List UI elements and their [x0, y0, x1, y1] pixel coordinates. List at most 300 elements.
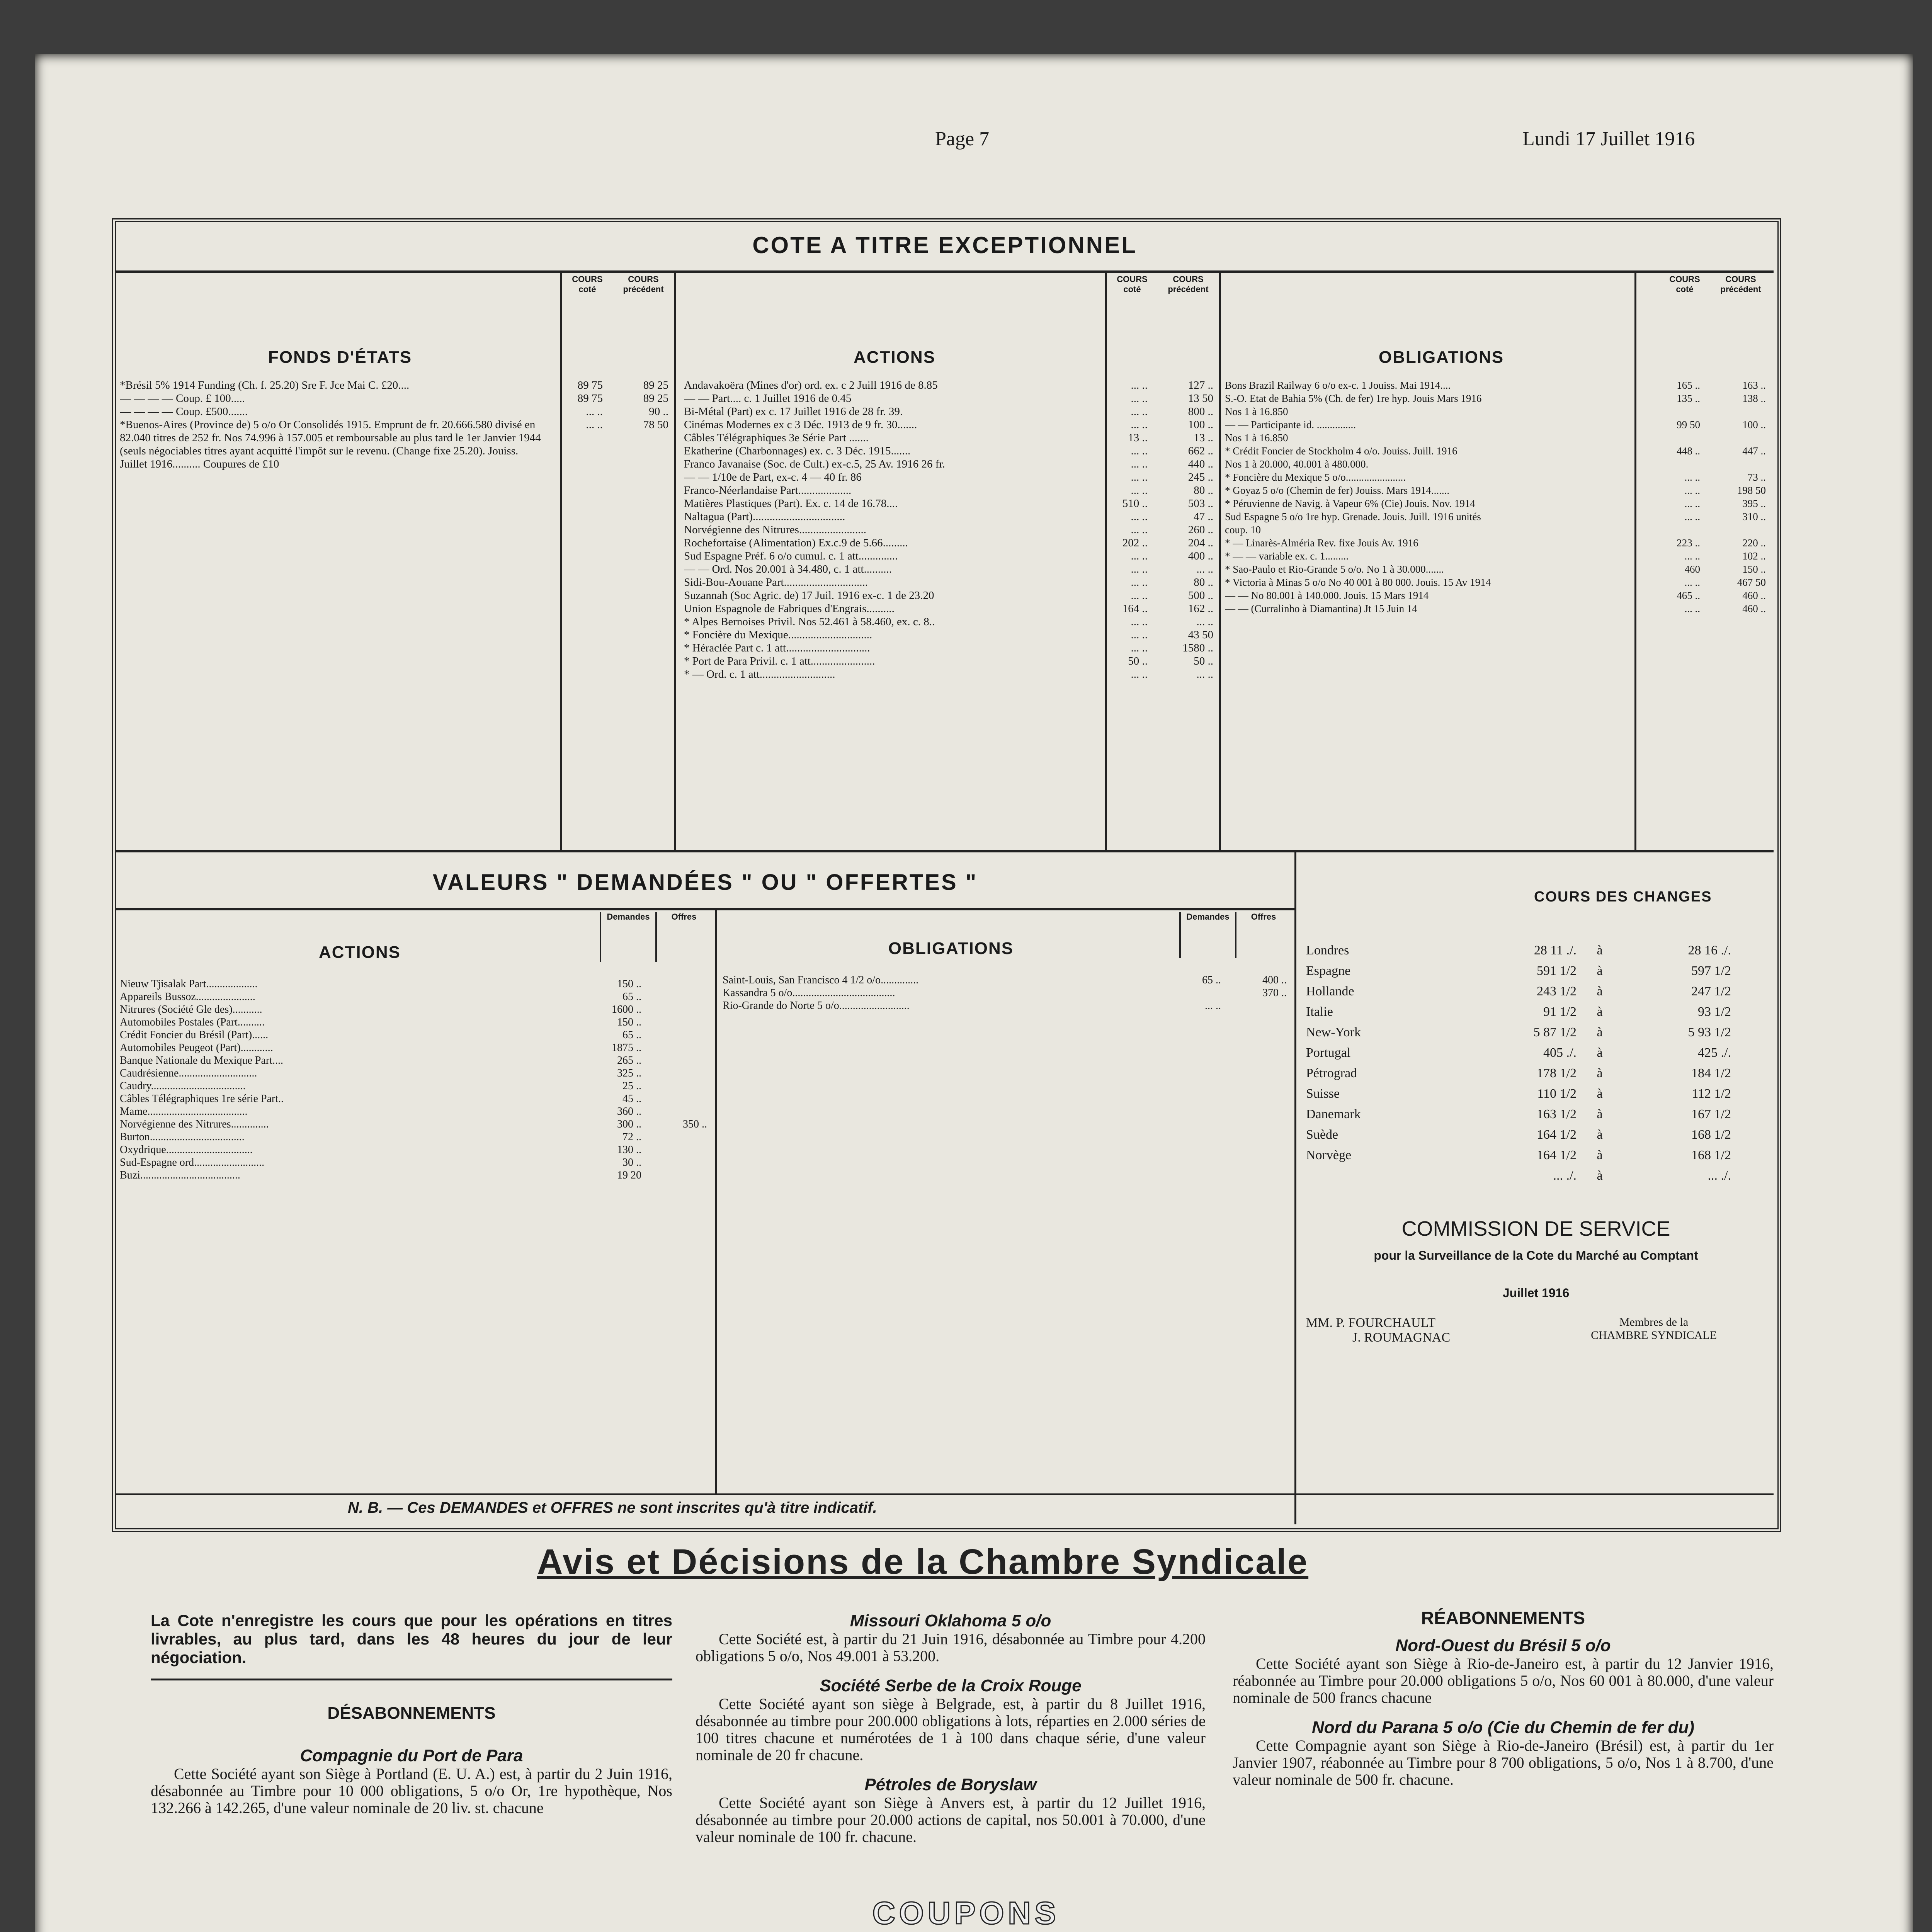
row-name: Câbles Télégraphiques 1re série Part..	[120, 1093, 284, 1105]
exchange-currency: Suède	[1306, 1128, 1338, 1142]
exchange-currency	[1302, 1165, 1468, 1186]
row-value-2: 260 ..	[1188, 524, 1213, 536]
row-name: * Péruvienne de Navig. à Vapeur 6% (Cie) Jouis. Nov. 1914	[1225, 498, 1475, 509]
row-name: Bi-Métal (Part) ex c. 17 Juillet 1916 de 28 fr. 39.	[684, 405, 903, 418]
table-row	[120, 978, 711, 990]
row-value-1: 25 ..	[622, 1080, 641, 1092]
row-name: Automobiles Postales (Part..........	[120, 1016, 265, 1028]
row-name: Burton...................................	[120, 1131, 245, 1143]
row-name: coup. 10	[1225, 524, 1261, 536]
cours-label: COURS	[628, 274, 659, 284]
row-name: Union Espagnole de Fabriques d'Engrais..........	[684, 602, 895, 615]
row-name: * — — variable ex. c. 1.........	[1225, 550, 1349, 562]
row-name: Saint-Louis, San Francisco 4 1/2 o/o..............	[723, 974, 919, 986]
row-value-2: 102 ..	[1742, 550, 1766, 562]
exchange-sep: à	[1597, 1128, 1603, 1142]
fonds-section	[120, 274, 672, 471]
row-value-2	[645, 1105, 711, 1118]
table-row	[684, 418, 1217, 431]
row-value-1: 265 ..	[617, 1054, 641, 1066]
column-divider	[674, 272, 676, 850]
valeurs-actions-title: ACTIONS	[319, 943, 401, 962]
row-name: Câbles Télégraphiques 3e Série Part .......	[684, 432, 869, 444]
okla-title: Missouri Oklahoma 5 o/o	[850, 1611, 1051, 1630]
row-value-1: ... ..	[1131, 392, 1148, 405]
table-row	[1225, 497, 1770, 510]
row-value-2: 467 50	[1737, 577, 1766, 588]
exchange-high: 425 ./.	[1698, 1046, 1731, 1060]
port-para-text: Cette Société ayant son Siège à Portland (E. U. A.) est, à partir du 2 Juin 1916, désabonnée au Timbre pour 10 000 obligations, 5 o/o Or, 1re hypothèque, Nos 132.266 à 142.265, d'une valeur nominale de 20 liv. st. chacune	[151, 1765, 672, 1816]
row-value-2: 310 ..	[1742, 511, 1766, 522]
row-value-2: 198 50	[1737, 485, 1766, 496]
desab-title: DÉSABONNEMENTS	[327, 1704, 496, 1723]
exchange-high: 184 1/2	[1691, 1066, 1731, 1080]
cote-actions-title: ACTIONS	[854, 348, 935, 367]
row-value-2: 400 ..	[1262, 974, 1287, 986]
row-value-2	[645, 1169, 711, 1182]
exchange-low: 405 ./.	[1543, 1046, 1577, 1060]
row-name: Ekatherine (Charbonnages) ex. c. 3 Déc. 1915.......	[684, 445, 911, 457]
row-name: Nos 1 à 16.850	[1225, 406, 1288, 417]
row-value-1: ... ..	[1684, 511, 1700, 522]
row-value-2	[645, 1054, 711, 1067]
row-name: Caudrésienne.............................	[120, 1067, 257, 1079]
row-value-2: 13 50	[1188, 392, 1213, 405]
avis-right-column	[1233, 1607, 1774, 1788]
table-row	[120, 1080, 711, 1092]
reab-title: RÉABONNEMENTS	[1421, 1608, 1585, 1628]
row-value-1: 50 ..	[1128, 655, 1148, 667]
table-row	[120, 1054, 711, 1067]
chambre-label-2: CHAMBRE SYNDICALE	[1591, 1329, 1717, 1342]
table-row	[1225, 484, 1770, 497]
exchange-high: 167 1/2	[1691, 1107, 1731, 1121]
row-name: Norvégienne des Nitrures........................	[684, 524, 866, 536]
row-name: — — Participante id. ...............	[1225, 419, 1356, 430]
exchange-high: 168 1/2	[1691, 1148, 1731, 1162]
row-value-1: ... ..	[1131, 642, 1148, 654]
row-value-2	[1225, 999, 1291, 1012]
row-value-1: ... ..	[1684, 603, 1700, 614]
row-value-2: 447 ..	[1742, 445, 1766, 457]
exchange-high: 93 1/2	[1698, 1005, 1731, 1019]
row-value-1: ... ..	[1131, 471, 1148, 483]
exchange-low: 178 1/2	[1537, 1066, 1577, 1080]
row-value-1: ... ..	[1205, 1000, 1221, 1012]
row-value-1: 360 ..	[617, 1105, 641, 1117]
column-divider	[1219, 272, 1221, 850]
table-row	[684, 563, 1217, 576]
table-row	[120, 1003, 711, 1016]
row-value-2	[645, 990, 711, 1003]
serbe-text: Cette Société ayant son siège à Belgrade, est, à partir du 8 Juillet 1916, désabonnée au timbre pour 200.000 obligations à lots, réparties en 2.000 séries de 100 titres chacune et numérotées de 1 à 100 dans chaque série, d'une valeur nominale de 20 fr chacune.	[696, 1695, 1206, 1764]
table-row	[120, 418, 672, 471]
table-row	[684, 602, 1217, 615]
exchange-sep: à	[1597, 1168, 1603, 1183]
row-name: Nos 1 à 20.000, 40.001 à 480.000.	[1225, 458, 1369, 470]
exchange-low: 591 1/2	[1537, 964, 1577, 978]
table-row	[120, 1131, 711, 1143]
row-name: * Foncière du Mexique..............................	[684, 629, 872, 641]
table-row	[1225, 431, 1770, 444]
cours-label: COURS	[1173, 274, 1204, 284]
table-row	[684, 615, 1217, 628]
cote-label: coté	[1123, 284, 1141, 294]
changes-title: COURS DES CHANGES	[1534, 889, 1712, 905]
boryslaw-text: Cette Société ayant son Siège à Anvers est, à partir du 12 Juillet 1916, désabonnée au timbre pour 20.000 actions de capital, nos 50.001 à 70.000, d'une valeur nominale de 100 fr. chacune.	[696, 1794, 1206, 1845]
table-row	[1225, 589, 1770, 602]
row-value-1	[1646, 405, 1704, 418]
precedent-label: précédent	[623, 284, 664, 294]
table-row	[684, 471, 1217, 484]
row-value-2: 43 50	[1188, 629, 1213, 641]
row-name: * — Linarès-Alméria Rev. fixe Jouis Av. 1916	[1225, 537, 1418, 549]
table-row	[684, 536, 1217, 549]
row-value-2: 400 ..	[1188, 550, 1213, 562]
row-name: — — — — Coup. £ 100.....	[120, 392, 245, 405]
cote-actions-section	[684, 274, 1217, 681]
table-row	[1225, 405, 1770, 418]
exchange-sep: à	[1597, 1025, 1603, 1039]
table-row	[1225, 379, 1770, 392]
row-value-1: 150 ..	[617, 1016, 641, 1028]
table-row	[120, 1118, 711, 1131]
row-value-2: 245 ..	[1188, 471, 1213, 483]
table-row	[120, 1156, 711, 1169]
divider	[116, 270, 1774, 273]
row-value-1: ... ..	[1131, 458, 1148, 470]
row-name: Automobiles Peugeot (Part)............	[120, 1042, 273, 1054]
exchange-currency: New-York	[1306, 1025, 1361, 1039]
valeurs-actions-rows	[120, 978, 711, 1182]
row-name: Mame.....................................	[120, 1105, 248, 1117]
okla-text: Cette Société est, à partir du 21 Juin 1916, désabonnée au Timbre pour 4.200 obligations 5 o/o, Nos 49.001 à 53.200.	[696, 1630, 1206, 1665]
row-value-2: 138 ..	[1742, 393, 1766, 404]
row-value-2: 204 ..	[1188, 537, 1213, 549]
exchange-sep: à	[1597, 1148, 1603, 1162]
row-value-2: 1580 ..	[1182, 642, 1213, 654]
row-value-2: 127 ..	[1188, 379, 1213, 391]
changes-section	[1302, 858, 1770, 1345]
offres-label: Offres	[1235, 912, 1291, 958]
exchange-sep: à	[1597, 964, 1603, 978]
divider	[116, 1493, 1774, 1495]
row-name: Suzannah (Soc Agric. de) 17 Juil. 1916 ex-c. 1 de 23.20	[684, 589, 934, 602]
table-row	[1225, 392, 1770, 405]
exchange-currency: Londres	[1306, 943, 1349, 957]
exchange-high: ... ./.	[1708, 1168, 1731, 1183]
demandes-label: Demandes	[600, 912, 655, 962]
exchange-row	[1302, 1022, 1770, 1043]
row-value-1: ... ..	[1131, 668, 1148, 680]
row-value-1: 223 ..	[1677, 537, 1700, 549]
row-name: Bons Brazil Railway 6 o/o ex-c. 1 Jouiss. Mai 1914....	[1225, 379, 1451, 391]
valeurs-title: VALEURS " DEMANDÉES " OU " OFFERTES "	[432, 870, 978, 895]
table-row	[684, 641, 1217, 655]
exchange-low: 163 1/2	[1537, 1107, 1577, 1121]
row-value-1: 30 ..	[622, 1156, 641, 1168]
exchange-high: 28 16 ./.	[1688, 943, 1731, 957]
table-row	[120, 1016, 711, 1029]
row-value-2: 80 ..	[1194, 484, 1213, 497]
exchange-sep: à	[1597, 1087, 1603, 1101]
table-row	[723, 999, 1291, 1012]
row-name: * Foncière du Mexique 5 o/o.......................	[1225, 471, 1406, 483]
row-name: Franco-Néerlandaise Part...................	[684, 484, 852, 497]
commission-subtitle: pour la Surveillance de la Cote du Marché au Comptant	[1374, 1248, 1698, 1262]
row-value-2: 220 ..	[1742, 537, 1766, 549]
row-value-1: ... ..	[1131, 445, 1148, 457]
table-row	[1225, 444, 1770, 457]
exchange-low: 91 1/2	[1543, 1005, 1577, 1019]
table-row	[1225, 549, 1770, 563]
row-value-2: 503 ..	[1188, 497, 1213, 510]
exchange-sep: à	[1597, 1005, 1603, 1019]
row-value-1: 65 ..	[622, 1029, 641, 1041]
row-value-1: 465 ..	[1677, 590, 1700, 601]
row-name: Norvégienne des Nitrures..............	[120, 1118, 269, 1130]
commission-title: COMMISSION DE SERVICE	[1401, 1217, 1670, 1240]
row-name: Rio-Grande do Norte 5 o/o..........................	[723, 1000, 910, 1012]
row-value-1: ... ..	[1684, 485, 1700, 496]
row-value-2: 100 ..	[1742, 419, 1766, 430]
row-value-2: 662 ..	[1188, 445, 1213, 457]
row-value-2	[645, 1092, 711, 1105]
fonds-rows	[120, 379, 672, 471]
table-row	[684, 549, 1217, 563]
divider	[151, 1679, 672, 1680]
row-name: *Buenos-Aires (Province de) 5 o/o Or Consolidés 1915. Emprunt de fr. 20.666.580 divisé en 82.040 titres de 252 fr. Nos 74.996 à 157.005 et remboursable au plus tard le 1er Janvier 1944 (seuls négociables titres ayant acquitté l'impôt sur le revenu. (Change fixe 25.20). Jouiss. Juillet 1916.......... Coupures de £10	[120, 418, 541, 470]
table-row	[684, 379, 1217, 392]
row-name: Matières Plastiques (Part). Ex. c. 14 de 16.78....	[684, 497, 898, 510]
exchange-high: 597 1/2	[1691, 964, 1731, 978]
row-name: Andavakoëra (Mines d'or) ord. ex. c 2 Juill 1916 de 8.85	[684, 379, 938, 391]
table-row	[1225, 576, 1770, 589]
row-value-2: 150 ..	[1742, 563, 1766, 575]
row-value-2	[645, 1156, 711, 1169]
row-value-1: 89 75	[577, 379, 603, 391]
row-name: Sidi-Bou-Aouane Part..............................	[684, 576, 868, 588]
row-value-2: 73 ..	[1747, 471, 1766, 483]
row-value-2: 800 ..	[1188, 405, 1213, 418]
exchange-currency: Suisse	[1306, 1087, 1340, 1101]
exchange-row	[1302, 1002, 1770, 1022]
offres-label: Offres	[655, 912, 711, 962]
row-value-2: 440 ..	[1188, 458, 1213, 470]
row-value-2	[645, 1143, 711, 1156]
row-value-1: ... ..	[1684, 550, 1700, 562]
commission-member-1: MM. P. FOURCHAULT	[1306, 1316, 1436, 1330]
row-value-1: 300 ..	[617, 1118, 641, 1130]
row-name: — — 1/10e de Part, ex-c. 4 — 40 fr. 86	[684, 471, 862, 483]
table-row	[684, 576, 1217, 589]
row-value-2: ... ..	[1196, 616, 1213, 628]
row-value-2	[645, 978, 711, 990]
exchange-high: 168 1/2	[1691, 1128, 1731, 1142]
table-row	[1225, 602, 1770, 615]
row-value-2	[1704, 457, 1770, 471]
cote-obligations-rows	[1225, 379, 1770, 615]
table-row	[120, 990, 711, 1003]
row-value-1: 202 ..	[1122, 537, 1148, 549]
exchange-currency: Espagne	[1306, 964, 1351, 978]
row-name: * Crédit Foncier de Stockholm 4 o/o. Jouiss. Juill. 1916	[1225, 445, 1458, 457]
row-name: — — — — Coup. £500.......	[120, 405, 248, 418]
row-value-1: ... ..	[1131, 405, 1148, 418]
coupons-title: COUPONS	[872, 1896, 1060, 1931]
row-value-2: 89 25	[643, 379, 668, 391]
row-value-1	[1646, 431, 1704, 444]
row-value-1: 65 ..	[1202, 974, 1221, 986]
row-value-2: 460 ..	[1742, 590, 1766, 601]
exchange-row	[1302, 1165, 1770, 1186]
precedent-label: précédent	[1720, 284, 1761, 294]
row-name: *Brésil 5% 1914 Funding (Ch. f. 25.20) Sre F. Jce Mai C. £20....	[120, 379, 410, 391]
table-row	[723, 986, 1291, 999]
row-value-1: 19 20	[617, 1169, 641, 1181]
commission-member-2: J. ROUMAGNAC	[1352, 1330, 1451, 1345]
row-name: Buzi.....................................	[120, 1169, 240, 1181]
precedent-label: précédent	[1168, 284, 1209, 294]
exchange-low: 110 1/2	[1537, 1087, 1577, 1101]
row-value-2: 50 ..	[1194, 655, 1213, 667]
row-name: Rochefortaise (Alimentation) Ex.c.9 de 5.66.........	[684, 537, 908, 549]
table-row	[684, 444, 1217, 457]
column-divider	[715, 910, 717, 1493]
row-name: Banque Nationale du Mexique Part....	[120, 1054, 284, 1066]
row-value-2: 78 50	[643, 418, 668, 431]
row-value-2: 47 ..	[1194, 510, 1213, 523]
row-value-2: 80 ..	[1194, 576, 1213, 588]
row-value-1: 45 ..	[622, 1093, 641, 1105]
exchange-low: ... ./.	[1553, 1168, 1577, 1183]
nord-ouest-text: Cette Société ayant son Siège à Rio-de-Janeiro est, à partir du 12 Janvier 1916, réabonnée au Timbre pour 20.000 obligations 5 o/o, Nos 60 001 à 80.000, d'une valeur nominale de 500 francs chacune	[1233, 1655, 1774, 1706]
valeurs-note: N. B. — Ces DEMANDES et OFFRES ne sont inscrites qu'à titre indicatif.	[348, 1499, 877, 1516]
row-value-2: 13 ..	[1194, 432, 1213, 444]
cours-label: COURS	[1725, 274, 1756, 284]
table-row	[120, 405, 672, 418]
cote-label: coté	[578, 284, 596, 294]
row-value-2: 100 ..	[1188, 418, 1213, 431]
valeurs-obligations-rows	[723, 974, 1291, 1012]
nord-ouest-title: Nord-Ouest du Brésil 5 o/o	[1395, 1636, 1611, 1655]
row-value-1	[1646, 523, 1704, 536]
row-value-1: 135 ..	[1677, 393, 1700, 404]
table-row	[684, 392, 1217, 405]
exchange-high: 112 1/2	[1692, 1087, 1731, 1101]
cours-label: COURS	[1117, 274, 1148, 284]
exchange-low: 243 1/2	[1537, 984, 1577, 998]
row-name: Franco Javanaise (Soc. de Cult.) ex-c.5, 25 Av. 1916 26 fr.	[684, 458, 945, 470]
row-value-2: 90 ..	[649, 405, 668, 418]
table-row	[120, 1105, 711, 1118]
row-name: — — No 80.001 à 140.000. Jouis. 15 Mars 1914	[1225, 590, 1429, 601]
table-row	[684, 405, 1217, 418]
row-value-2	[645, 1003, 711, 1016]
exchange-currency: Hollande	[1306, 984, 1354, 998]
row-value-2	[1704, 405, 1770, 418]
commission-month: Juillet 1916	[1502, 1286, 1570, 1300]
row-value-2	[645, 1016, 711, 1029]
row-value-1: ... ..	[1131, 576, 1148, 588]
valeurs-obligations-section	[723, 912, 1291, 1012]
row-name: Nieuw Tjisalak Part...................	[120, 978, 258, 990]
exchange-sep: à	[1597, 1066, 1603, 1080]
exchange-row	[1302, 1104, 1770, 1124]
exchange-row	[1302, 981, 1770, 1002]
table-row	[684, 510, 1217, 523]
table-row	[684, 457, 1217, 471]
row-name: * Héraclée Part c. 1 att..............................	[684, 642, 870, 654]
row-value-1	[1646, 457, 1704, 471]
chambre-label-1: Membres de la	[1619, 1316, 1689, 1328]
row-value-1: ... ..	[1131, 550, 1148, 562]
exchange-currency: Italie	[1306, 1005, 1333, 1019]
row-name: Oxydrique................................	[120, 1144, 253, 1156]
table-row	[120, 379, 672, 392]
column-divider	[1294, 852, 1296, 1524]
row-name: * Port de Para Privil. c. 1 att.......................	[684, 655, 875, 667]
row-name: Appareils Bussoz......................	[120, 991, 255, 1003]
exchange-sep: à	[1597, 984, 1603, 998]
table-row	[120, 1067, 711, 1080]
row-value-1: 1875 ..	[612, 1042, 641, 1054]
row-value-2	[645, 1067, 711, 1080]
table-row	[684, 431, 1217, 444]
table-row	[120, 392, 672, 405]
row-name: — — (Curralinho à Diamantina) Jt 15 Juin 14	[1225, 603, 1417, 614]
row-value-1	[1167, 986, 1225, 999]
row-value-1: ... ..	[1131, 510, 1148, 523]
row-name: * Victoria à Minas 5 o/o No 40 001 à 80 000. Jouis. 15 Av 1914	[1225, 577, 1491, 588]
row-value-1: ... ..	[1131, 379, 1148, 391]
exchange-row	[1302, 1043, 1770, 1063]
row-name: * Sao-Paulo et Rio-Grande 5 o/o. No 1 à 30.000.......	[1225, 563, 1444, 575]
row-value-2: ... ..	[1196, 668, 1213, 680]
table-row	[1225, 536, 1770, 549]
row-name: Sud Espagne Préf. 6 o/o cumul. c. 1 att..............	[684, 550, 898, 562]
row-name: Nitrures (Société Gle des)...........	[120, 1003, 262, 1015]
cote-obligations-section	[1225, 274, 1770, 615]
parana-title: Nord du Parana 5 o/o (Cie du Chemin de fer du)	[1311, 1718, 1695, 1737]
row-name: — — Ord. Nos 20.001 à 34.480, c. 1 att..........	[684, 563, 892, 575]
row-value-2	[645, 1080, 711, 1092]
row-value-1: ... ..	[1131, 418, 1148, 431]
row-value-1: ... ..	[1684, 498, 1700, 509]
row-value-2: 460 ..	[1742, 603, 1766, 614]
table-row	[684, 589, 1217, 602]
row-value-1: 164 ..	[1122, 602, 1148, 615]
parana-text: Cette Compagnie ayant son Siège à Rio-de-Janeiro (Brésil) est, à partir du 1er Janvier 1907, réabonnée au Timbre pour 8 700 obligations, 5 o/o, Nos 1 à 8.700, d'une valeur nominale de 500 fr. chacune.	[1233, 1737, 1774, 1788]
table-row	[120, 1041, 711, 1054]
row-value-2: 163 ..	[1742, 379, 1766, 391]
row-value-1: ... ..	[1131, 616, 1148, 628]
row-value-1: ... ..	[586, 418, 603, 431]
exchange-low: 164 1/2	[1537, 1128, 1577, 1142]
row-value-2: 89 25	[643, 392, 668, 405]
exchange-low: 5 87 1/2	[1533, 1025, 1577, 1039]
row-value-1: 13 ..	[1128, 432, 1148, 444]
row-name: Sud Espagne 5 o/o 1re hyp. Grenade. Jouis. Juill. 1916 unités	[1225, 511, 1481, 522]
page-date: Lundi 17 Juillet 1916	[1522, 128, 1695, 150]
row-value-1: 130 ..	[617, 1144, 641, 1156]
port-para-title: Compagnie du Port de Para	[300, 1746, 523, 1765]
row-value-1: 89 75	[577, 392, 603, 405]
row-value-2: ... ..	[1196, 563, 1213, 575]
demandes-label: Demandes	[1179, 912, 1235, 958]
row-name: Nos 1 à 16.850	[1225, 432, 1288, 444]
table-row	[723, 974, 1291, 986]
